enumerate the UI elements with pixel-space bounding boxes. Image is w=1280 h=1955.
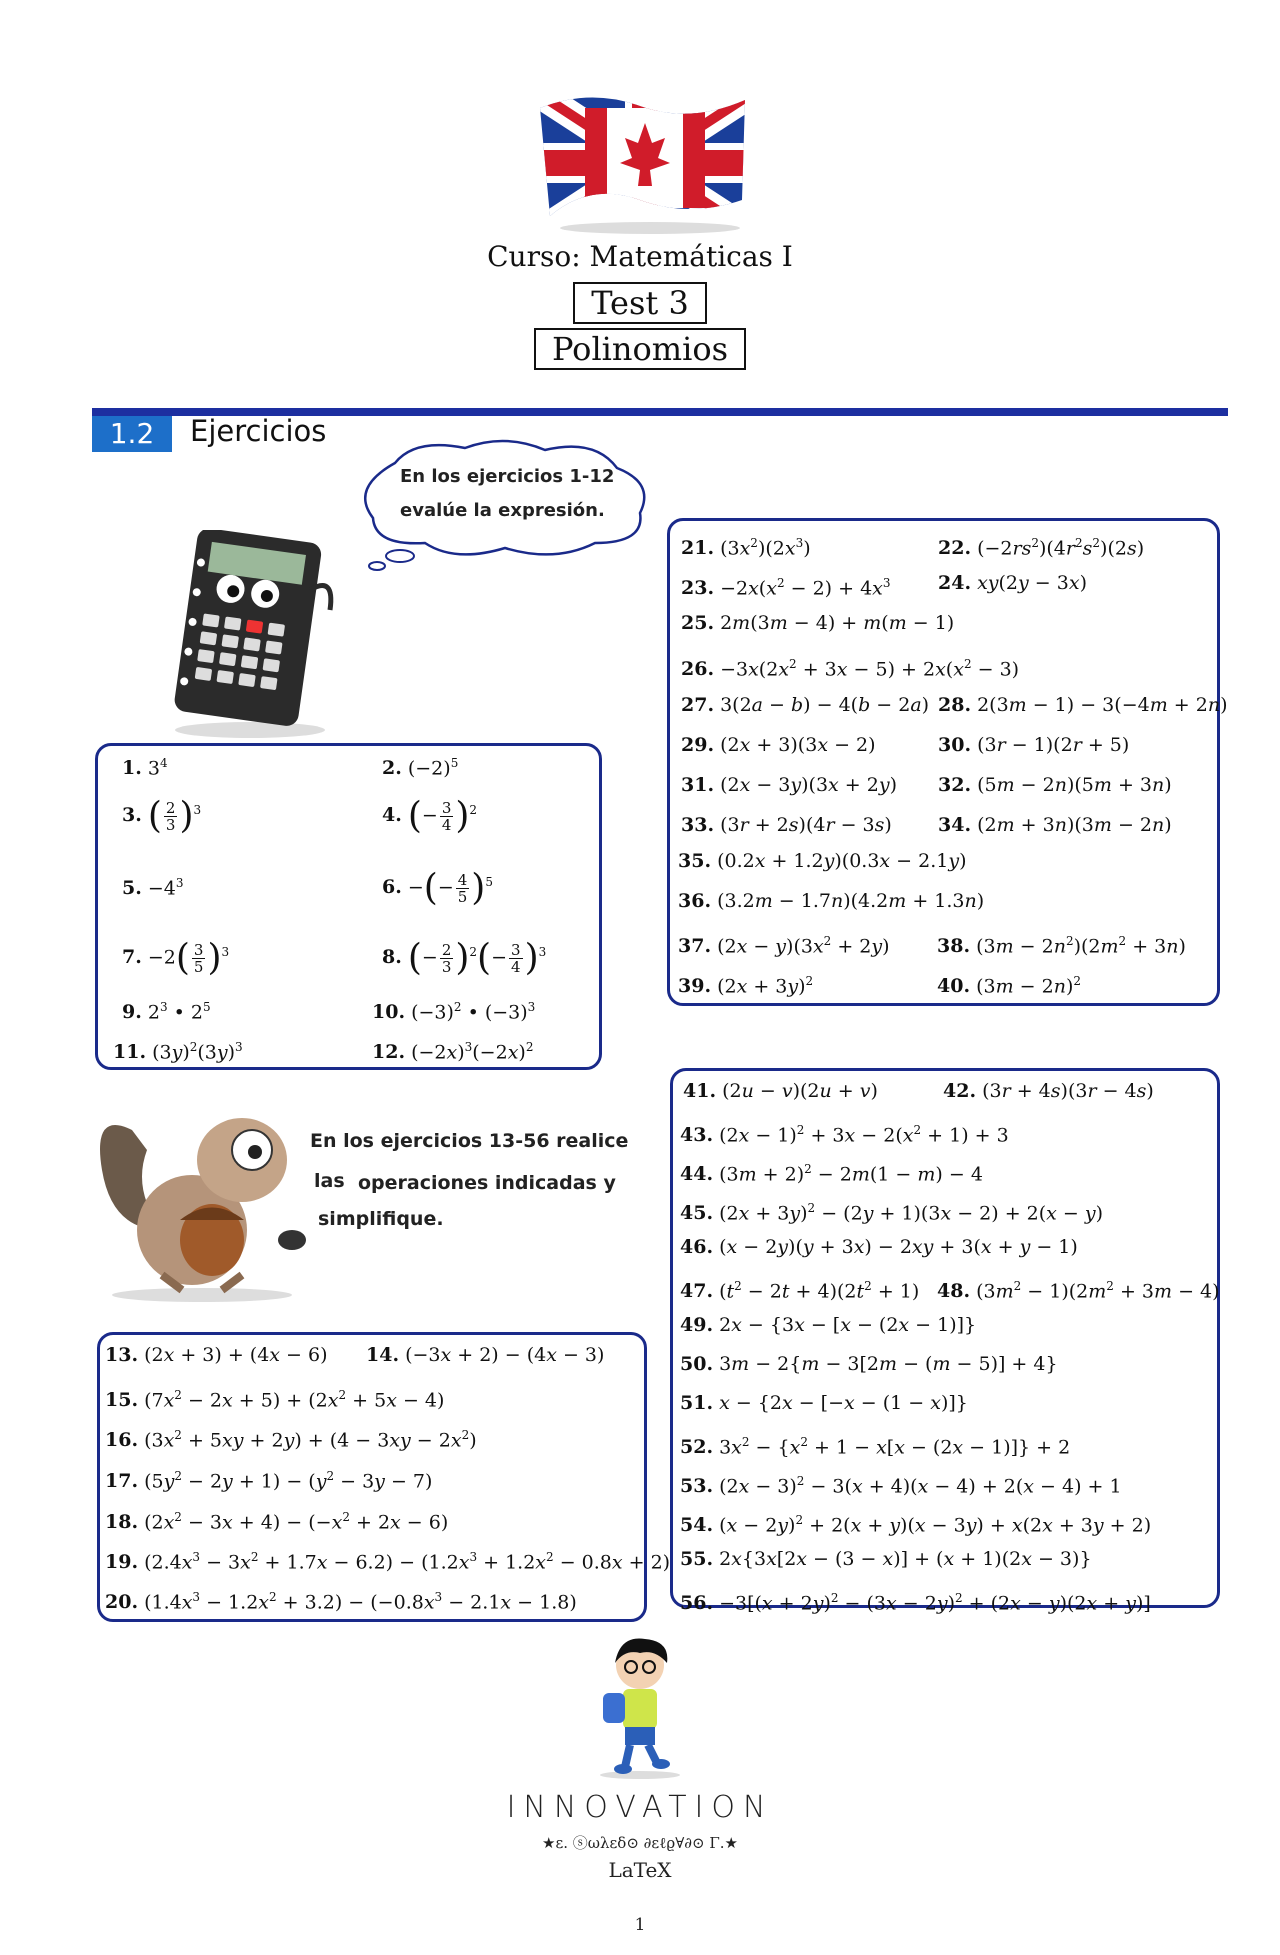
exercise-12: 12. $(-2x)^3(-2x)^2$ xyxy=(372,1040,534,1064)
exercise-33: 33. (3r + 2s)(4r − 3s) xyxy=(681,814,892,836)
exercise-50: 50. 3m − 2{m − 3[2m − (m − 5)] + 4} xyxy=(680,1353,1058,1375)
exercise-45: 45. $(2x + 3y)^2 - (2y + 1)(3x - 2) + 2(x - y)$ xyxy=(680,1201,1104,1225)
exercise-26: 26. $-3x(2x^2 + 3x - 5) + 2x(x^2 - 3)$ xyxy=(681,657,1020,681)
exercise-48: 48. $(3m^2 - 1)(2m^2 + 3m - 4)$ xyxy=(937,1279,1220,1303)
exercise-55: 55. 2x{3x[2x − (3 − x)] + (x + 1)(2x − 3)} xyxy=(680,1548,1092,1570)
page-number: 1 xyxy=(634,1915,646,1935)
exercise-37: 37. $(2x - y)(3x^2 + 2y)$ xyxy=(678,934,890,958)
exercise-44: 44. $(3m + 2)^2 - 2m(1 - m) - 4$ xyxy=(680,1162,983,1186)
squirrel-illustration xyxy=(92,1090,317,1305)
exercise-7: 7. −2( $\frac{3}{5}$ )$^3$ xyxy=(122,937,230,979)
exercise-49: 49. 2x − {3x − [x − (2x − 1)]} xyxy=(680,1314,977,1336)
exercise-14: 14. (−3x + 2) − (4x − 3) xyxy=(366,1344,605,1366)
exercise-35: 35. (0.2x + 1.2y)(0.3x − 2.1y) xyxy=(678,850,967,872)
exercise-24: 24. xy(2y − 3x) xyxy=(938,572,1087,594)
topic-title: Polinomios xyxy=(534,328,746,370)
exercise-32: 32. (5m − 2n)(5m + 3n) xyxy=(938,774,1172,796)
exercise-38: 38. $(3m - 2n^2)(2m^2 + 3n)$ xyxy=(937,934,1186,958)
exercise-31: 31. (2x − 3y)(3x + 2y) xyxy=(681,774,898,796)
exercise-11: 11. $(3y)^2(3y)^3$ xyxy=(113,1040,243,1064)
exercise-54: 54. $(x - 2y)^2 + 2(x + y)(x - 3y) + x(2x + 3y + 2)$ xyxy=(680,1513,1152,1537)
bubble2-line1: En los ejercicios 13-56 realice xyxy=(310,1130,629,1152)
bubble1-line2: evalúe la expresión. xyxy=(400,500,605,521)
exercise-53: 53. $(2x - 3)^2 - 3(x + 4)(x - 4) + 2(x - 4) + 1$ xyxy=(680,1474,1122,1498)
exercise-39: 39. $(2x + 3y)^2$ xyxy=(678,974,814,998)
exercise-8: 8. (− $\frac{2}{3}$ )$^2$(− $\frac{3}{4}$ )$^3$ xyxy=(382,937,547,979)
calculator-illustration xyxy=(150,530,350,740)
exercise-17: 17. $(5y^2 - 2y + 1) - (y^2 - 3y - 7)$ xyxy=(105,1469,433,1493)
footer-tagline: ★ε. ⓢωλεδ⊙ ∂εℓϱ∀∂⊙ Γ.★ xyxy=(542,1834,738,1852)
exercise-36: 36. (3.2m − 1.7n)(4.2m + 1.3n) xyxy=(678,890,985,912)
exercise-9: 9. $2^3$ • $2^5$ xyxy=(122,1000,211,1024)
exercise-27: 27. 3(2a − b) − 4(b − 2a) xyxy=(681,694,930,716)
exercise-20: 20. $(1.4x^3 - 1.2x^2 + 3.2) - (-0.8x^3 - 2.1x - 1.8)$ xyxy=(105,1590,577,1614)
section-title: Ejercicios xyxy=(190,414,327,448)
exercise-34: 34. (2m + 3n)(3m − 2n) xyxy=(938,814,1172,836)
exercise-25: 25. 2m(3m − 4) + m(m − 1) xyxy=(681,612,955,634)
exercise-19: 19. $(2.4x^3 - 3x^2 + 1.7x - 6.2) - (1.2x^3 + 1.2x^2 - 0.8x + 2)$ xyxy=(105,1550,671,1574)
bubble2-line2b: operaciones indicadas y xyxy=(358,1172,616,1194)
test-title: Test 3 xyxy=(573,282,707,324)
exercise-3: 3. ( $\frac{2}{3}$ )$^3$ xyxy=(122,795,202,837)
exercise-16: 16. $(3x^2 + 5xy + 2y) + (4 - 3xy - 2x^2)$ xyxy=(105,1428,477,1452)
exercise-6: 6. −(− $\frac{4}{5}$ )$^5$ xyxy=(382,867,493,909)
flag-illustration xyxy=(530,88,760,238)
exercise-47: 47. $(t^2 - 2t + 4)(2t^2 + 1)$ xyxy=(680,1279,920,1303)
exercise-43: 43. $(2x - 1)^2 + 3x - 2(x^2 + 1) + 3$ xyxy=(680,1123,1009,1147)
section-number: 1.2 xyxy=(92,416,172,452)
exercise-21: 21. $(3x^2)(2x^3)$ xyxy=(681,536,811,560)
exercise-30: 30. (3r − 1)(2r + 5) xyxy=(938,734,1130,756)
bubble2-line3: simplifique. xyxy=(318,1208,444,1230)
course-title: Curso: Matemáticas I xyxy=(487,240,793,273)
footer-brand: INNOVATION xyxy=(506,1790,774,1825)
exercise-41: 41. (2u − v)(2u + v) xyxy=(683,1080,878,1102)
exercise-56: 56. $-3[(x + 2y)^2 - (3x - 2y)^2 + (2x - y)(2x + y)]$ xyxy=(680,1591,1151,1615)
exercise-40: 40. $(3m - 2n)^2$ xyxy=(937,974,1082,998)
exercise-42: 42. (3r + 4s)(3r − 4s) xyxy=(943,1080,1154,1102)
exercise-1: 1. $3^4$ xyxy=(122,756,168,780)
exercise-18: 18. $(2x^2 - 3x + 4) - (-x^2 + 2x - 6)$ xyxy=(105,1510,449,1534)
exercise-4: 4. (− $\frac{3}{4}$ )$^2$ xyxy=(382,795,478,837)
exercise-28: 28. 2(3m − 1) − 3(−4m + 2n) xyxy=(938,694,1228,716)
exercise-23: 23. $-2x(x^2 - 2) + 4x^3$ xyxy=(681,576,891,600)
exercise-22: 22. $(-2rs^2)(4r^2s^2)(2s)$ xyxy=(938,536,1145,560)
exercise-10: 10. $(-3)^2$ • $(-3)^3$ xyxy=(372,1000,536,1024)
exercise-5: 5. $-4^3$ xyxy=(122,876,184,900)
topic-title-wrap xyxy=(0,328,1280,370)
exercise-29: 29. (2x + 3)(3x − 2) xyxy=(681,734,876,756)
test-title-wrap xyxy=(0,282,1280,324)
exercise-13: 13. (2x + 3) + (4x − 6) xyxy=(105,1344,328,1366)
exercise-46: 46. (x − 2y)(y + 3x) − 2xy + 3(x + y − 1) xyxy=(680,1236,1078,1258)
boy-illustration xyxy=(585,1635,695,1780)
exercise-51: 51. x − {2x − [−x − (1 − x)]} xyxy=(680,1392,968,1414)
bubble2-line2a: las xyxy=(314,1170,345,1192)
bubble1-line1: En los ejercicios 1-12 xyxy=(400,466,615,487)
exercise-15: 15. $(7x^2 - 2x + 5) + (2x^2 + 5x - 4)$ xyxy=(105,1388,445,1412)
footer-latex: LaTeX xyxy=(608,1858,672,1882)
exercise-52: 52. $3x^2 - \{x^2 + 1 - x[x - (2x - 1)]\} + 2$ xyxy=(680,1435,1071,1459)
exercise-2: 2. $(-2)^5$ xyxy=(382,756,459,780)
